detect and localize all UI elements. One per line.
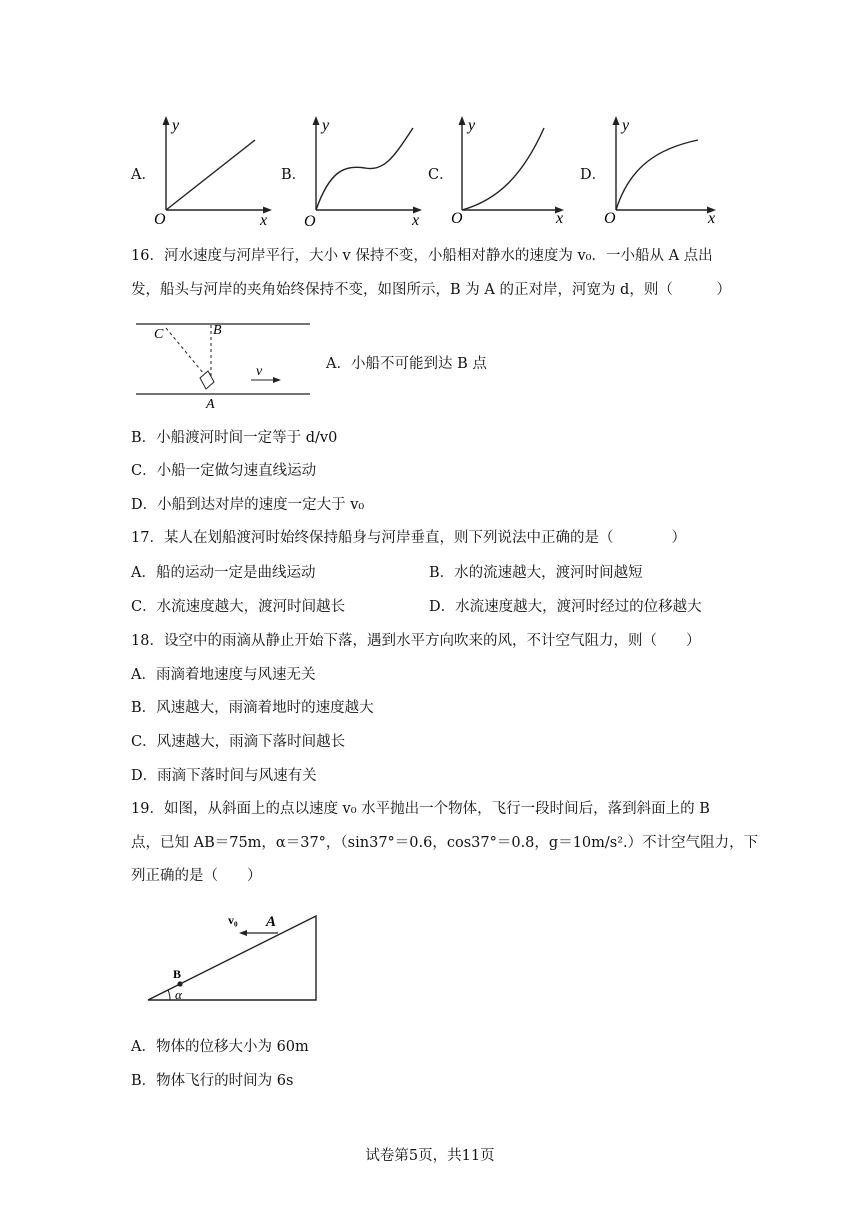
q16-option-a: A．小船不可能到达 B 点 [326, 356, 487, 372]
graph-c-label: C． [428, 167, 454, 183]
q16-option-d: D．小船到达对岸的速度一定大于 v₀ [131, 497, 365, 513]
graph-d-origin-label: O [604, 210, 616, 227]
q18-option-a: A．雨滴着地速度与风速无关 [131, 667, 316, 683]
graph-a-label: A． [131, 167, 156, 183]
q16-river-figure [136, 316, 316, 412]
q17-option-b: B．水的流速越大，渡河时间越短 [429, 565, 643, 581]
q18-option-c: C．风速越大，雨滴下落时间越长 [131, 734, 346, 750]
graph-c [448, 110, 578, 230]
graph-b-y-label: y [322, 117, 330, 134]
q18-option-d: D．雨滴下落时间与风速有关 [131, 768, 317, 784]
q19-stem-line2: 点，已知 AB＝75m，α＝37°，（sin37°＝0.6，cos37°＝0.8，g＝10m/s².）不计空气阻力，下 [131, 835, 759, 851]
graph-c-x-label: x [556, 210, 564, 227]
graph-c-y-label: y [468, 117, 476, 134]
graph-c-origin-label: O [451, 210, 463, 227]
graph-d-x-label: x [708, 210, 716, 227]
q16-stem-line2: 发，船头与河岸的夹角始终保持不变，如图所示，B 为 A 的正对岸，河宽为 d，则（ ） [131, 282, 731, 298]
q17-stem: 17．某人在划船渡河时始终保持船身与河岸垂直，则下列说法中正确的是（ ） [131, 530, 686, 546]
graph-b-x-label: x [412, 212, 420, 229]
q19-fig-label-v0: v₀ [228, 913, 238, 927]
q17-option-d: D．水流速度越大，渡河时经过的位移越大 [429, 599, 702, 615]
graph-b [300, 110, 430, 230]
graph-d-label: D． [580, 167, 607, 183]
q16-option-c: C．小船一定做匀速直线运动 [131, 463, 317, 479]
q19-stem-line1: 19．如图，从斜面上的点以速度 v₀ 水平抛出一个物体，飞行一段时间后，落到斜面上的 B [131, 801, 710, 817]
q19-stem-line3: 列正确的是（ ） [131, 868, 262, 884]
q19-option-b: B．物体飞行的时间为 6s [131, 1073, 294, 1089]
q16-fig-label-c: C [154, 327, 164, 342]
graph-a-y-label: y [172, 117, 180, 134]
q19-fig-label-a: A [266, 914, 277, 930]
graph-d-y-label: y [622, 117, 630, 134]
graph-a [150, 110, 280, 230]
q17-option-c: C．水流速度越大，渡河时间越长 [131, 599, 346, 615]
q19-fig-label-b: B [173, 967, 182, 981]
graph-b-origin-label: O [304, 213, 316, 230]
q19-fig-label-alpha: α [175, 987, 182, 1002]
q16-stem-line1: 16．河水速度与河岸平行，大小 v 保持不变，小船相对静水的速度为 v₀．一小船从 A 点出 [131, 248, 713, 264]
q16-fig-label-b: B [213, 323, 222, 338]
q18-option-b: B．风速越大，雨滴着地时的速度越大 [131, 700, 374, 716]
graph-a-origin-label: O [154, 211, 166, 228]
page-footer: 试卷第5页，共11页 [365, 1148, 495, 1164]
graph-a-x-label: x [260, 212, 268, 229]
q19-option-a: A．物体的位移大小为 60m [131, 1039, 309, 1055]
q18-stem: 18．设空中的雨滴从静止开始下落，遇到水平方向吹来的风，不计空气阻力，则（ ） [131, 633, 701, 649]
q16-fig-label-v: v [256, 364, 263, 379]
q16-fig-label-a: A [206, 397, 215, 412]
q16-option-b: B．小船渡河时间一定等于 d/v0 [131, 430, 338, 446]
q17-option-a: A．船的运动一定是曲线运动 [131, 565, 316, 581]
graph-b-label: B． [281, 167, 307, 183]
q19-incline-figure [140, 906, 330, 1006]
graph-d [600, 110, 730, 230]
